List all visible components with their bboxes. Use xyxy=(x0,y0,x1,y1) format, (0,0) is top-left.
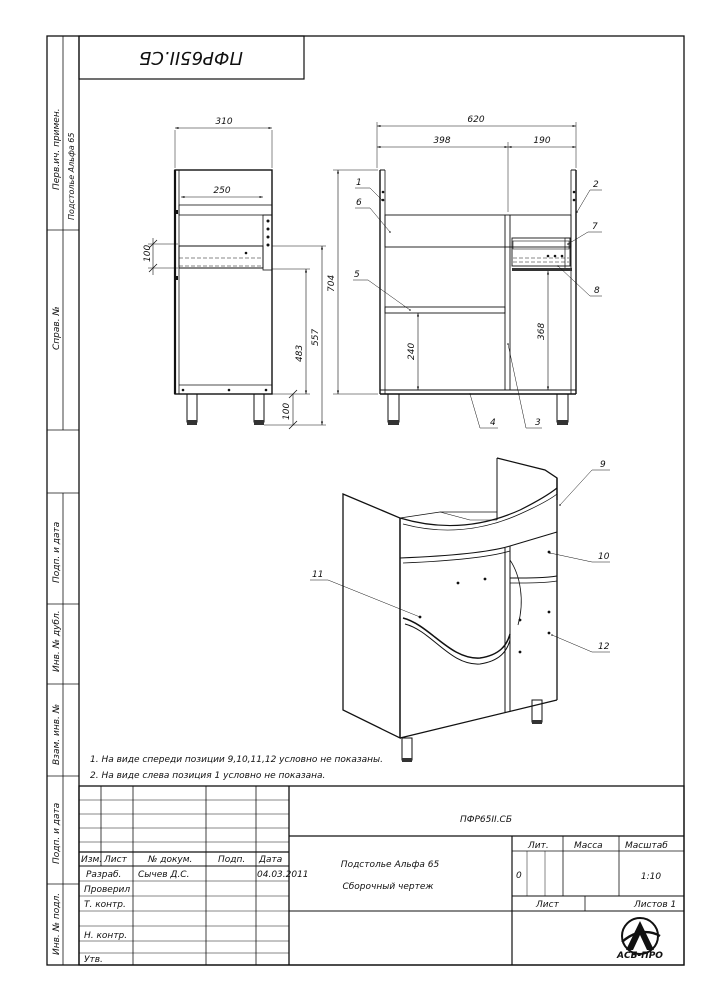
callout-10: 10 xyxy=(598,552,610,562)
th-list: Лист xyxy=(104,855,127,865)
th-scale: Масштаб xyxy=(625,841,668,851)
document-title: Подстолье Альфа 65 xyxy=(340,860,440,870)
th-sheet: Лист xyxy=(536,900,559,910)
developer-name: Сычев Д.С. xyxy=(138,870,190,880)
document-code: ПФР65II.СБ xyxy=(459,815,513,825)
callout-1: 1 xyxy=(356,178,362,188)
callout-6: 6 xyxy=(356,198,362,208)
note-2: 2. На виде слева позиция 1 условно не показана. xyxy=(90,771,326,781)
first-use-value: Подстолье Альфа 65 xyxy=(67,132,76,220)
duplicate-inv-label: Инв. № дубл. xyxy=(52,610,62,672)
callout-12: 12 xyxy=(598,642,610,652)
developer-date: 04.03.2011 xyxy=(257,870,309,880)
dim-front-left: 398 xyxy=(433,136,451,146)
callout-3: 3 xyxy=(535,418,541,428)
dim-front-right: 190 xyxy=(533,136,551,146)
first-use-label: Перв.ич. примен. xyxy=(52,108,62,190)
dim-front-shelf: 240 xyxy=(407,342,417,360)
side-view xyxy=(174,170,272,425)
upside-code: ПФР65II.СБ xyxy=(138,47,244,68)
dim-side-shelf: 100 xyxy=(143,244,153,262)
callout-11: 11 xyxy=(312,570,324,580)
th-date: Дата xyxy=(259,855,283,865)
note-1: 1. На виде спереди позиции 9,10,11,12 условно не показаны. xyxy=(90,755,384,765)
callout-4: 4 xyxy=(490,418,496,428)
th-doc: № докум. xyxy=(148,855,193,865)
dim-side-483: 483 xyxy=(295,344,305,362)
scale-value: 1:10 xyxy=(640,872,662,882)
ref-number-label: Справ. № xyxy=(52,306,62,350)
dim-front-height: 704 xyxy=(327,274,337,292)
sign-date-label-2: Подп. и дата xyxy=(52,802,62,864)
callout-8: 8 xyxy=(594,286,600,296)
callout-5: 5 xyxy=(354,270,360,280)
title-block xyxy=(79,786,684,965)
tr-developer: Разраб. xyxy=(86,870,122,880)
th-mass: Масса xyxy=(574,841,603,851)
callout-2: 2 xyxy=(593,180,599,190)
dim-side-leg: 100 xyxy=(282,402,292,420)
callout-9: 9 xyxy=(600,460,606,470)
drawing-frame xyxy=(47,36,684,965)
front-view-dimensions xyxy=(327,115,576,394)
company-logo xyxy=(616,918,663,961)
dim-side-inner: 250 xyxy=(213,186,231,196)
replace-inv-label: Взам. инв. № xyxy=(52,703,62,765)
th-lit: Лит. xyxy=(528,841,549,851)
original-inv-label: Инв. № подл. xyxy=(52,892,62,955)
callout-7: 7 xyxy=(592,222,598,232)
dim-front-width: 620 xyxy=(467,115,485,125)
isometric-callouts xyxy=(310,460,610,652)
tr-checked: Проверил xyxy=(84,885,131,895)
tr-approved: Утв. xyxy=(84,955,103,965)
tr-tcontrol: Т. контр. xyxy=(84,900,126,910)
letter-value: 0 xyxy=(516,871,522,881)
isometric-view xyxy=(343,458,557,762)
logo-text: АСБ-ПРО xyxy=(617,951,663,961)
dim-side-width: 310 xyxy=(215,117,233,127)
th-sign: Подп. xyxy=(218,855,246,865)
side-margin xyxy=(52,108,76,955)
notes xyxy=(90,755,383,781)
tr-ncontrol: Н. контр. xyxy=(84,931,128,941)
sign-date-label: Подп. и дата xyxy=(52,521,62,583)
document-subtitle: Сборочный чертеж xyxy=(342,882,434,892)
dim-front-368: 368 xyxy=(537,322,547,340)
dim-side-557: 557 xyxy=(311,328,321,346)
th-izm: Изм. xyxy=(81,855,103,865)
front-view xyxy=(380,170,576,425)
sheets-count: Листов 1 xyxy=(634,900,677,910)
upside-code-box xyxy=(79,36,304,79)
side-view-dimensions xyxy=(143,117,326,429)
